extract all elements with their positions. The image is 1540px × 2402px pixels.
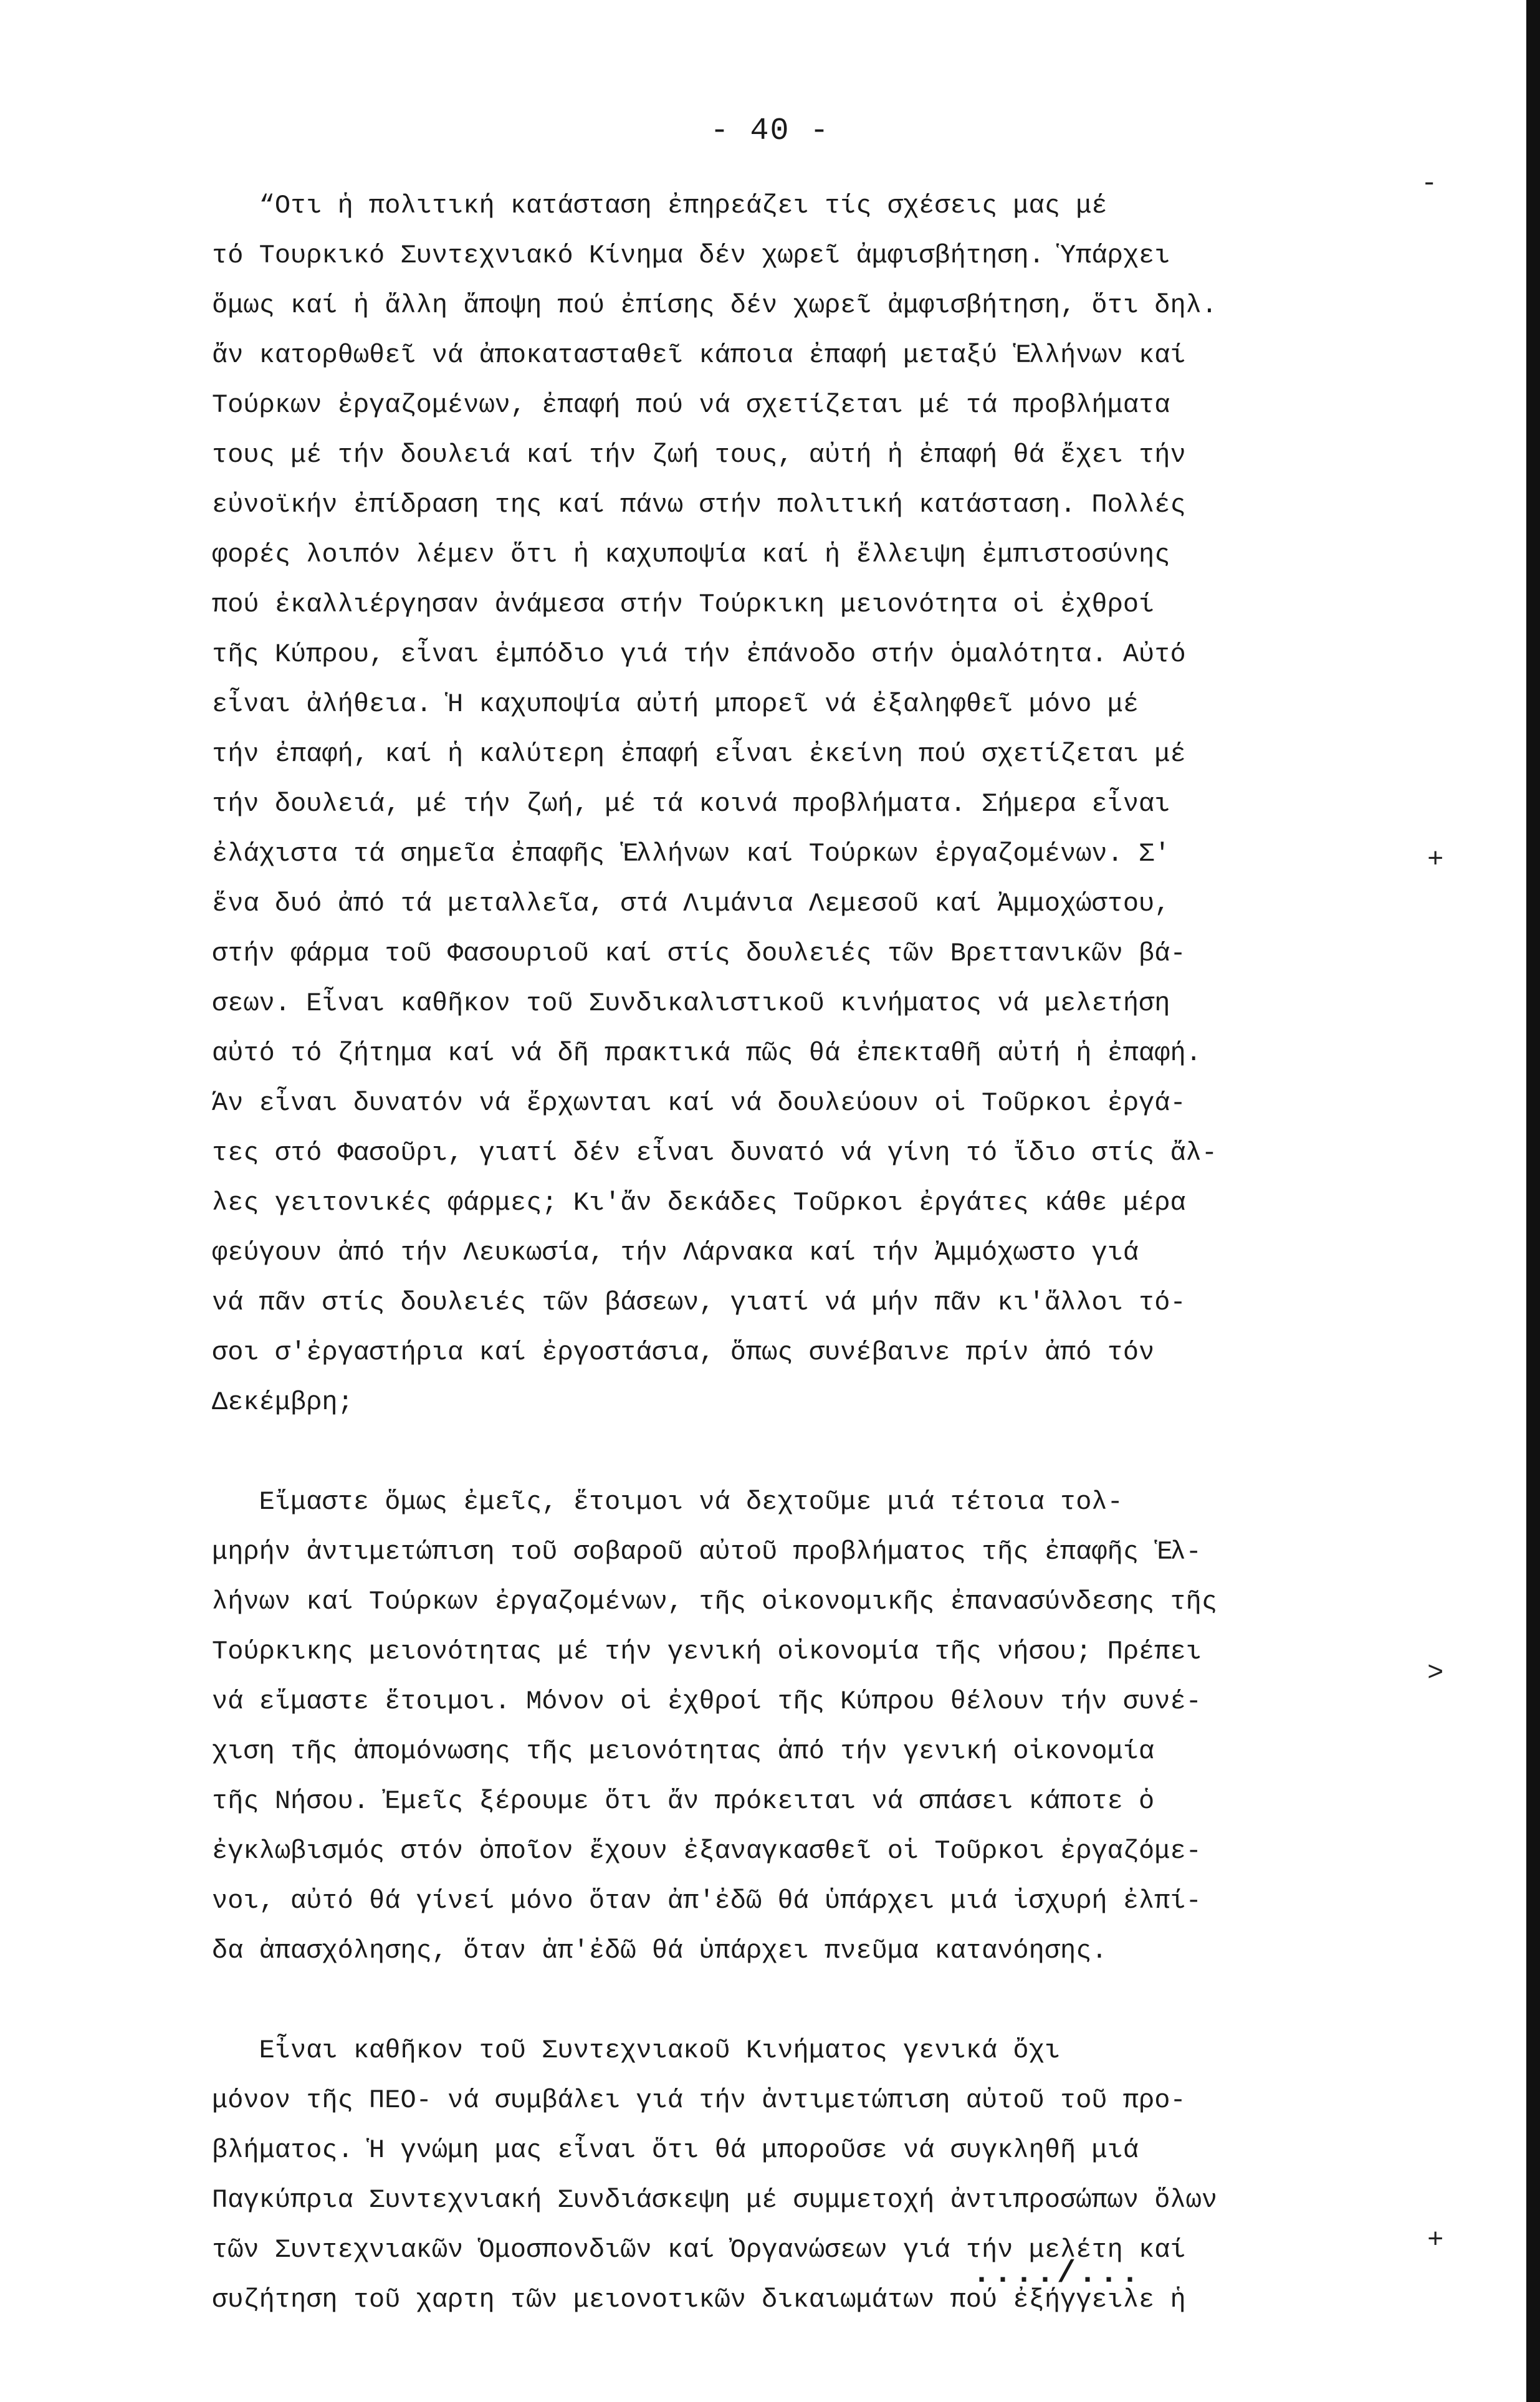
- text-line: Τούρκικης μειονότητας μέ τήν γενική οἰκονομία τῆς νήσου; Πρέπει: [212, 1637, 1202, 1667]
- text-line: νοι, αὐτό θά γίνεί μόνο ὅταν ἀπ'ἐδῶ θά ὑπάρχει μιά ἰσχυρή ἐλπί-: [212, 1886, 1202, 1916]
- margin-mark-plus: +: [1427, 845, 1444, 876]
- text-line: μόνον τῆς ΠΕΟ- νά συμβάλει γιά τήν ἀντιμετώπιση αὐτοῦ τοῦ προ-: [212, 2085, 1186, 2115]
- text-line: ἄν κατορθωθεῖ νά ἀποκατασταθεῖ κάποια ἐπαφή μεταξύ Ἑλλήνων καί: [212, 340, 1186, 370]
- text-line: Ἄν εἶναι δυνατόν νά ἔρχωνται καί νά δουλεύουν οἱ Τοῦρκοι ἐργά-: [212, 1088, 1186, 1118]
- text-line: τήν δουλειά, μέ τήν ζωή, μέ τά κοινά προβλήματα. Σήμερα εἶναι: [212, 789, 1170, 819]
- text-line: τῆς Νήσου. Ἐμεῖς ξέρουμε ὅτι ἄν πρόκειται νά σπάσει κάποτε ὁ: [212, 1786, 1155, 1816]
- text-line: μηρήν ἀντιμετώπιση τοῦ σοβαροῦ αὐτοῦ προβλήματος τῆς ἐπαφῆς Ἑλ-: [212, 1537, 1202, 1567]
- text-line: τῶν Συντεχνιακῶν Ὁμοσπονδιῶν καί Ὀργανώσεων γιά τήν μελέτη καί: [212, 2235, 1186, 2265]
- text-line: ἕνα δυό ἀπό τά μεταλλεῖα, στά Λιμάνια Λεμεσοῦ καί Ἀμμοχώστου,: [212, 889, 1170, 919]
- text-line: νά εἴμαστε ἕτοιμοι. Μόνον οἱ ἐχθροί τῆς Κύπρου θέλουν τήν συνέ-: [212, 1687, 1202, 1716]
- text-line: εἶναι ἀλήθεια. Ἡ καχυποψία αὐτή μπορεῖ νά ἐξαληφθεῖ μόνο μέ: [212, 689, 1139, 719]
- text-line: βλήματος. Ἡ γνώμη μας εἶναι ὅτι θά μποροῦσε νά συγκληθῆ μιά: [212, 2135, 1139, 2165]
- text-line: δα ἀπασχόλησης, ὅταν ἀπ'ἐδῶ θά ὑπάρχει πνεῦμα κατανόησης.: [212, 1936, 1107, 1966]
- text-line: τους μέ τήν δουλειά καί τήν ζωή τους, αὐτή ἡ ἐπαφή θά ἔχει τήν: [212, 440, 1186, 470]
- margin-mark-bottom: +: [1427, 2225, 1444, 2256]
- text-line: ἐλάχιστα τά σημεῖα ἐπαφῆς Ἑλλήνων καί Τούρκων ἐργαζομένων. Σ': [212, 839, 1170, 869]
- continuation-marker: ..../...: [972, 2256, 1142, 2292]
- text-line: αὐτό τό ζήτημα καί νά δῆ πρακτικά πῶς θά ἐπεκταθῆ αὐτή ἡ ἐπαφή.: [212, 1038, 1202, 1068]
- margin-mark-arrow: >: [1427, 1658, 1444, 1689]
- text-line: τό Τουρκικό Συντεχνιακό Κίνημα δέν χωρεῖ ἀμφισβήτηση. Ὑπάρχει: [212, 241, 1170, 270]
- text-line: τήν ἐπαφή, καί ἡ καλύτερη ἐπαφή εἶναι ἐκείνη πού σχετίζεται μέ: [212, 739, 1186, 769]
- paragraph-gap: [212, 1427, 1327, 1477]
- text-line: Παγκύπρια Συντεχνιακή Συνδιάσκεψη μέ συμμετοχή ἀντιπροσώπων ὅλων: [212, 2185, 1218, 2215]
- text-line: τῆς Κύπρου, εἶναι ἐμπόδιο γιά τήν ἐπάνοδο στήν ὁμαλότητα. Αὐτό: [212, 639, 1186, 669]
- text-line: σοι σ'ἐργαστήρια καί ἐργοστάσια, ὅπως συνέβαινε πρίν ἀπό τόν: [212, 1337, 1155, 1367]
- text-line: πού ἐκαλλιέργησαν ἀνάμεσα στήν Τούρκικη μειονότητα οἱ ἐχθροί: [212, 590, 1155, 620]
- text-line: Δεκέμβρη;: [212, 1387, 353, 1417]
- text-line: τες στό Φασοῦρι, γιατί δέν εἶναι δυνατό νά γίνη τό ἴδιο στίς ἄλ-: [212, 1138, 1218, 1168]
- text-line: σεων. Εἶναι καθῆκον τοῦ Συνδικαλιστικοῦ κινήματος νά μελετήση: [212, 988, 1170, 1018]
- text-line: χιση τῆς ἀπομόνωσης τῆς μειονότητας ἀπό τήν γενική οἰκονομία: [212, 1736, 1155, 1766]
- text-line: Τούρκων ἐργαζομένων, ἐπαφή πού νά σχετίζεται μέ τά προβλήματα: [212, 390, 1170, 420]
- text-line: ἐγκλωβισμός στόν ὁποῖον ἔχουν ἐξαναγκασθεῖ οἱ Τοῦρκοι ἐργαζόμε-: [212, 1836, 1202, 1866]
- text-line: συζήτηση τοῦ χαρτη τῶν μειονοτικῶν δικαιωμάτων πού ἐξήγγειλε ἡ: [212, 2285, 1186, 2315]
- text-line: λήνων καί Τούρκων ἐργαζομένων, τῆς οἰκονομικῆς ἐπανασύνδεσης τῆς: [212, 1587, 1218, 1617]
- text-line: φορές λοιπόν λέμεν ὅτι ἡ καχυποψία καί ἡ ἔλλειψη ἐμπιστοσύνης: [212, 540, 1170, 570]
- body-text: [212, 181, 1327, 2325]
- text-line: “Οτι ἡ πολιτική κατάσταση ἐπηρεάζει τίς σχέσεις μας μέ: [212, 191, 1107, 221]
- scan-edge: [1526, 0, 1540, 2402]
- text-line: νά πᾶν στίς δουλειές τῶν βάσεων, γιατί νά μήν πᾶν κι'ἄλλοι τό-: [212, 1288, 1186, 1318]
- text-line: Εἶναι καθῆκον τοῦ Συντεχνιακοῦ Κινήματος γενικά ὄχι: [212, 2036, 1061, 2065]
- page-number: - 40 -: [710, 113, 830, 149]
- paragraph-gap: [212, 1976, 1327, 2026]
- margin-mark-top: -: [1421, 168, 1438, 199]
- text-line: ὅμως καί ἡ ἄλλη ἄποψη πού ἐπίσης δέν χωρεῖ ἀμφισβήτηση, ὅτι δηλ.: [212, 290, 1218, 320]
- text-line: εὐνοϊκήν ἐπίδραση της καί πάνω στήν πολιτική κατάσταση. Πολλές: [212, 490, 1186, 520]
- text-line: λες γειτονικές φάρμες; Κι'ἄν δεκάδες Τοῦρκοι ἐργάτες κάθε μέρα: [212, 1188, 1186, 1218]
- text-line: στήν φάρμα τοῦ Φασουριοῦ καί στίς δουλειές τῶν Βρεττανικῶν βά-: [212, 939, 1186, 969]
- text-line: φεύγουν ἀπό τήν Λευκωσία, τήν Λάρνακα καί τήν Ἀμμόχωστο γιά: [212, 1238, 1139, 1268]
- text-line: Εἴμαστε ὅμως ἐμεῖς, ἕτοιμοι νά δεχτοῦμε μιά τέτοια τολ-: [212, 1487, 1123, 1517]
